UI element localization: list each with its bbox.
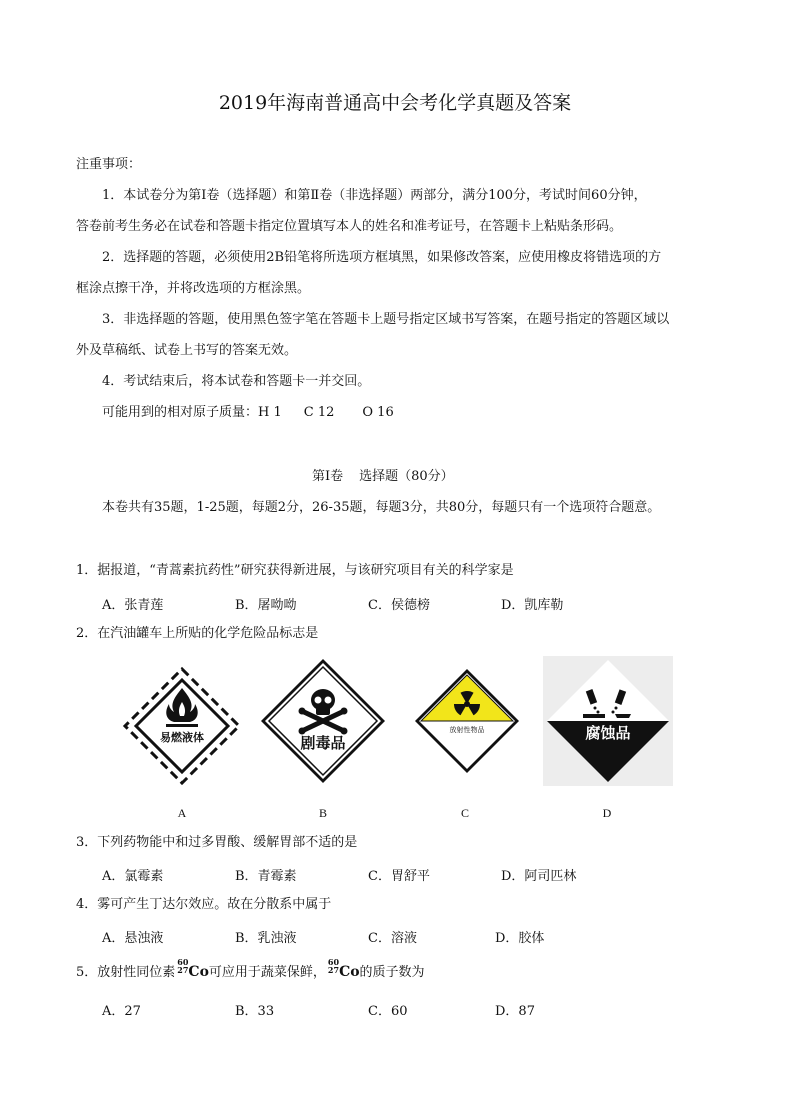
question-5-option-d: D．87: [495, 1004, 535, 1019]
question-4-stem: 4．雾可产生丁达尔效应。故在分散系中属于: [76, 897, 332, 912]
page-title: 2019年海南普通高中会考化学真题及答案: [218, 92, 572, 114]
question-4-option-c: C．溶液: [368, 931, 417, 946]
notice-item-3-line-1: 3．非选择题的答题，使用黑色签字笔在答题卡上题号指定区域书写答案，在题号指定的答题区域以: [102, 312, 670, 327]
notice-item-1-line-2: 答卷前考生务必在试卷和答题卡指定位置填写本人的姓名和准考证号，在答题卡上粘贴条形码。: [76, 219, 623, 234]
notice-heading: 注重事项：: [76, 157, 142, 172]
question-3-option-a: A．氯霉素: [102, 869, 164, 884]
atomic-mass-o: O 16: [362, 405, 394, 420]
sign-b-label: B: [318, 806, 327, 820]
question-3-option-c: C．胃舒平: [368, 869, 430, 884]
atomic-mass-label: 可能用到的相对原子质量：: [102, 405, 259, 420]
notice-item-2-line-1: 2．选择题的答题，必须使用2B铅笔将所选项方框填黑，如果修改答案，应使用橡皮将错选项的方: [102, 250, 662, 265]
question-5-stem-part3: 的质子数为: [359, 965, 425, 980]
question-1-stem: 1．据报道，“青蒿素抗药性”研究获得新进展，与该研究项目有关的科学家是: [76, 563, 514, 578]
flame-icon: [122, 666, 242, 786]
isotope-symbol: Co: [188, 964, 209, 980]
sign-c-text: 放射性物品: [449, 726, 485, 734]
section-intro: 本卷共有35题，1-25题，每题2分，26-35题，每题3分，共80分，每题只有一个选项符合题意。: [102, 500, 661, 515]
question-4-option-b: B．乳浊液: [235, 931, 297, 946]
sign-corrosive: [543, 656, 673, 786]
notice-item-2-line-2: 框涂点擦干净，并将改选项的方框涂黑。: [76, 281, 311, 296]
isotope-atomic-number-2: 27: [327, 965, 340, 975]
question-3-option-d: D．阿司匹林: [501, 869, 577, 884]
sign-d-text: 腐蚀品: [585, 724, 631, 742]
section-heading-part1: 第Ⅰ卷: [312, 469, 344, 484]
question-1-option-d: D．凯库勒: [501, 598, 564, 613]
radiation-icon: [412, 666, 522, 776]
notice-item-4: 4．考试结束后，将本试卷和答题卡一并交回。: [102, 374, 371, 389]
sign-radioactive: [412, 666, 522, 776]
question-1-option-c: C．侯德榜: [368, 598, 430, 613]
isotope-notation-2: [328, 958, 339, 974]
isotope-atomic-number: 27: [177, 965, 189, 975]
question-2-stem: 2．在汽油罐车上所贴的化学危险品标志是: [76, 626, 319, 641]
question-3-stem: 3．下列药物能中和过多胃酸、缓解胃部不适的是: [76, 835, 358, 850]
question-4-option-d: D．胶体: [495, 931, 545, 946]
atomic-mass-c: C 12: [303, 405, 335, 420]
sign-a-text: 易燃液体: [160, 731, 204, 744]
sign-toxic: [258, 656, 388, 786]
question-3-option-b: B．青霉素: [235, 869, 297, 884]
sign-flammable-liquid: [122, 666, 242, 786]
corrosive-icon: [543, 656, 673, 786]
question-5-option-b: B．33: [235, 1004, 275, 1019]
question-1-option-b: B．屠呦呦: [235, 598, 297, 613]
sign-c-label: C: [460, 806, 469, 820]
question-5-stem-part1: 5．放射性同位素: [76, 965, 176, 980]
sign-d-label: D: [602, 806, 612, 820]
question-1-option-a: A．张青莲: [102, 598, 164, 613]
question-5-option-a: A．27: [102, 1004, 141, 1019]
sign-b-text: 剧毒品: [300, 734, 346, 752]
section-heading-part2: 选择题（80分）: [359, 469, 454, 484]
skull-crossbones-icon: [258, 656, 388, 786]
sign-a-label: A: [177, 806, 187, 820]
atomic-mass-line: [102, 404, 394, 422]
question-5-stem: [76, 957, 425, 982]
isotope-symbol-2: Co: [339, 964, 360, 980]
isotope-mass: 60: [177, 957, 189, 967]
section-heading: [312, 468, 454, 486]
question-5-option-c: C．60: [368, 1004, 408, 1019]
question-5-stem-part2: 可应用于蔬菜保鲜，: [208, 965, 326, 980]
atomic-mass-h: H 1: [258, 405, 282, 420]
notice-item-3-line-2: 外及草稿纸、试卷上书写的答案无效。: [76, 343, 298, 358]
isotope-mass-2: 60: [327, 957, 340, 967]
notice-item-1-line-1: 1．本试卷分为第Ⅰ卷（选择题）和第Ⅱ卷（非选择题）两部分，满分100分，考试时间60分钟，: [102, 188, 647, 203]
isotope-notation-1: [177, 958, 188, 974]
question-4-option-a: A．悬浊液: [102, 931, 164, 946]
